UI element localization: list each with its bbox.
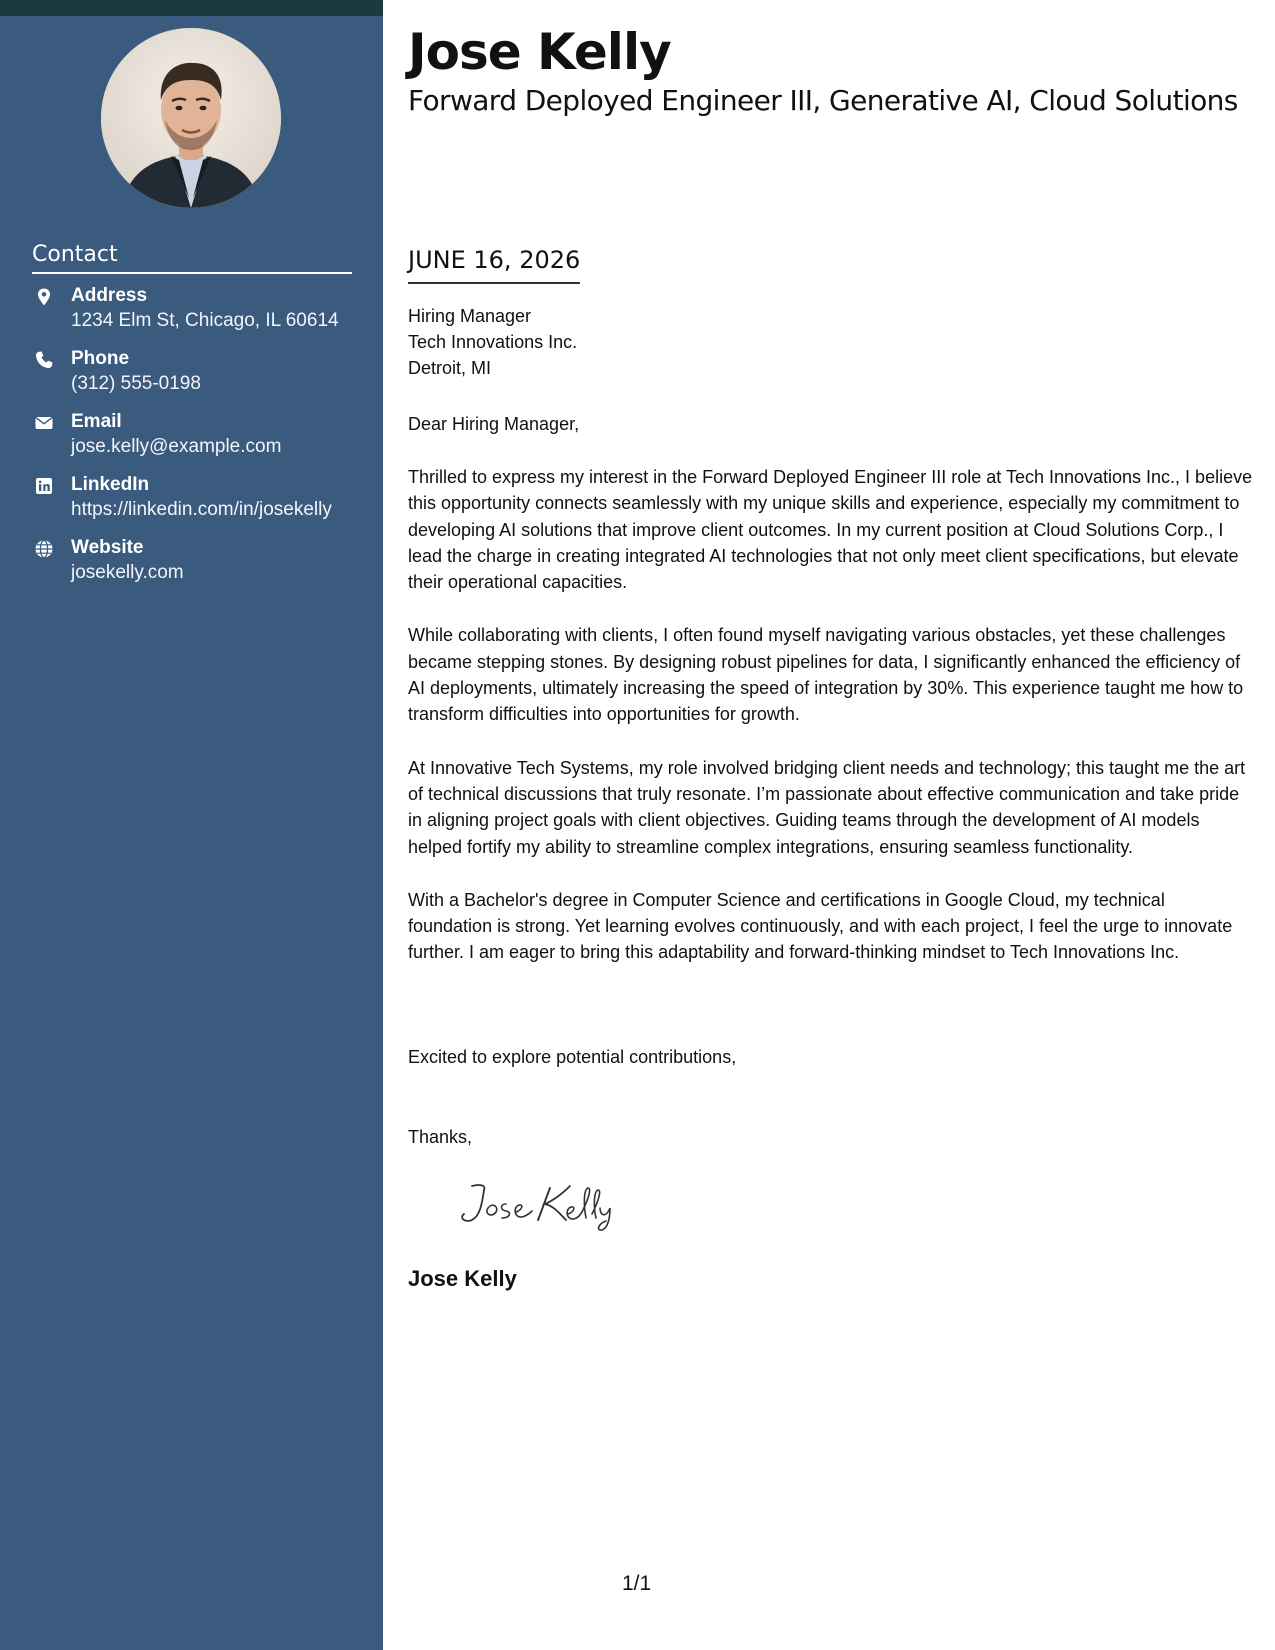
contact-value-linkedin[interactable]: https://linkedin.com/in/josekelly [71, 499, 332, 520]
contact-value-email[interactable]: jose.kelly@example.com [71, 436, 282, 457]
job-title: Forward Deployed Engineer III, Generative AI, Cloud Solutions [408, 84, 1238, 117]
contact-item-website [32, 536, 377, 599]
contact-item-address [32, 284, 377, 347]
handwritten-signature [450, 1174, 630, 1234]
recipient-block [408, 303, 1253, 381]
applicant-name: Jose Kelly [408, 23, 671, 81]
recipient-line: Tech Innovations Inc. [408, 332, 578, 352]
contact-heading: Contact [32, 240, 352, 274]
contact-value-phone: (312) 555-0198 [71, 373, 201, 394]
phone-icon [34, 350, 54, 370]
recipient-line: Detroit, MI [408, 358, 492, 378]
signoff: Thanks, [408, 1127, 473, 1147]
salutation: Dear Hiring Manager, [408, 414, 580, 434]
contact-value-address: 1234 Elm St, Chicago, IL 60614 [71, 310, 339, 331]
page-number: 1/1 [622, 1572, 652, 1595]
location-pin-icon [34, 287, 54, 307]
body-paragraph: With a Bachelor's degree in Computer Science and certifications in Google Cloud, my technical foundation is strong. Yet learning evolves continuously, and with each project, I feel the urge to innovate further. I am eager to bring this adaptability and forward-thinking mindset to Tech Innovations Inc. [408, 889, 1233, 963]
body-paragraph: While collaborating with clients, I often found myself navigating various obstacles, yet these challenges became stepping stones. By designing robust pipelines for data, I significantly enhanced the efficiency of AI deployments, ultimately increasing the speed of integration by 30%. This experience taught me how to transform difficulties into opportunities for growth. [408, 625, 1244, 725]
body-paragraph: At Innovative Tech Systems, my role involved bridging client needs and technology; this taught me the art of technical discussions that truly resonate. I’m passionate about effective communication and take pride in aligning project goals with client objectives. Guiding teams through the development of AI models helped fortify my ability to streamline complex integrations, ensuring seamless functionality. [408, 757, 1246, 857]
contact-label-website: Website [71, 537, 144, 558]
contact-item-email [32, 410, 377, 473]
avatar [101, 28, 281, 208]
contact-value-website[interactable]: josekelly.com [71, 562, 184, 583]
sidebar [0, 0, 383, 1650]
letter-main [408, 0, 1253, 1650]
contact-label-address: Address [71, 285, 148, 306]
letter-date: JUNE 16, 2026 [408, 244, 580, 284]
contact-list [32, 284, 377, 599]
globe-icon [34, 539, 54, 559]
letter-body [408, 464, 1253, 993]
contact-label-linkedin: LinkedIn [71, 474, 150, 495]
body-paragraph: Thrilled to express my interest in the Forward Deployed Engineer III role at Tech Innovations Inc., I believe this opportunity connects seamlessly with my unique skills and experience, especially my commitment to developing AI solutions that improve client outcomes. In my current position at Cloud Solutions Corp., I lead the charge in creating integrated AI technologies that not only meet client specifications, but elevate their operational capacities. [408, 467, 1253, 593]
closing-line: Excited to explore potential contributions, [408, 1047, 737, 1067]
sidebar-top-bar [0, 0, 383, 16]
linkedin-icon [34, 476, 54, 496]
contact-item-phone [32, 347, 377, 410]
signature-name: Jose Kelly [408, 1266, 517, 1291]
contact-label-email: Email [71, 411, 122, 432]
envelope-icon [34, 413, 54, 433]
contact-label-phone: Phone [71, 348, 130, 369]
portrait-photo [101, 28, 281, 208]
recipient-line: Hiring Manager [408, 306, 532, 326]
contact-item-linkedin [32, 473, 377, 536]
